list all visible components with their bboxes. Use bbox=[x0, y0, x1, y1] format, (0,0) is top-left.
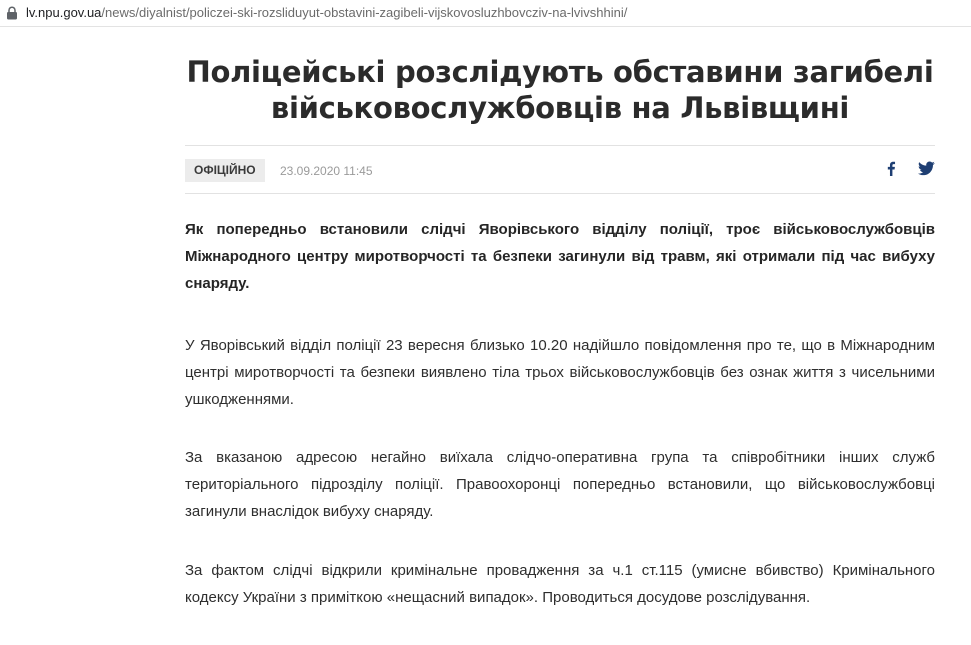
divider-top bbox=[185, 145, 935, 146]
article-lead-paragraph: Як попередньо встановили слідчі Яворівського відділу поліції, троє військовослужбовців Міжнародного центру миротворчості та безпеки загинули від травм, які отримали під час вибуху снаряду. bbox=[185, 221, 935, 292]
divider-bottom bbox=[185, 193, 935, 194]
url-host: lv.npu.gov.ua bbox=[26, 5, 102, 20]
twitter-icon[interactable] bbox=[918, 161, 935, 176]
article-paragraph: За вказаною адресою негайно виїхала слідчо-оперативна група та співробітники інших служб територіального підрозділу поліції. Правоохоронці попередньо встановили, що військовослужбовці загинули внаслідок вибуху снаряду. bbox=[185, 449, 935, 520]
publish-date: 23.09.2020 11:45 bbox=[280, 164, 373, 178]
address-bar[interactable] bbox=[0, 0, 971, 27]
facebook-icon[interactable] bbox=[886, 161, 896, 176]
article-paragraph: У Яворівський відділ поліції 23 вересня близько 10.20 надійшло повідомлення про те, що в Міжнародним центрі миротворчості та безпеки виявлено тіла трьох військовослужбовців без ознак життя з чисельними ушкодженнями. bbox=[185, 337, 935, 408]
url-text[interactable] bbox=[26, 5, 627, 21]
lock-icon[interactable] bbox=[6, 6, 18, 20]
article-paragraph: За фактом слідчі відкрили кримінальне провадження за ч.1 ст.115 (умисне вбивство) Кримінального кодексу України з приміткою «нещасний випадок». Проводиться досудове розслідування. bbox=[185, 562, 935, 606]
category-badge[interactable]: ОФІЦІЙНО bbox=[185, 159, 265, 182]
url-path: /news/diyalnist/policzei-ski-rozsliduyut-obstavini-zagibeli-vijskovosluzhbovcziv-na-lvivshhini/ bbox=[101, 5, 628, 20]
article-title: Поліцейські розслідують обставини загибелі військовослужбовців на Львівщині bbox=[186, 55, 934, 125]
